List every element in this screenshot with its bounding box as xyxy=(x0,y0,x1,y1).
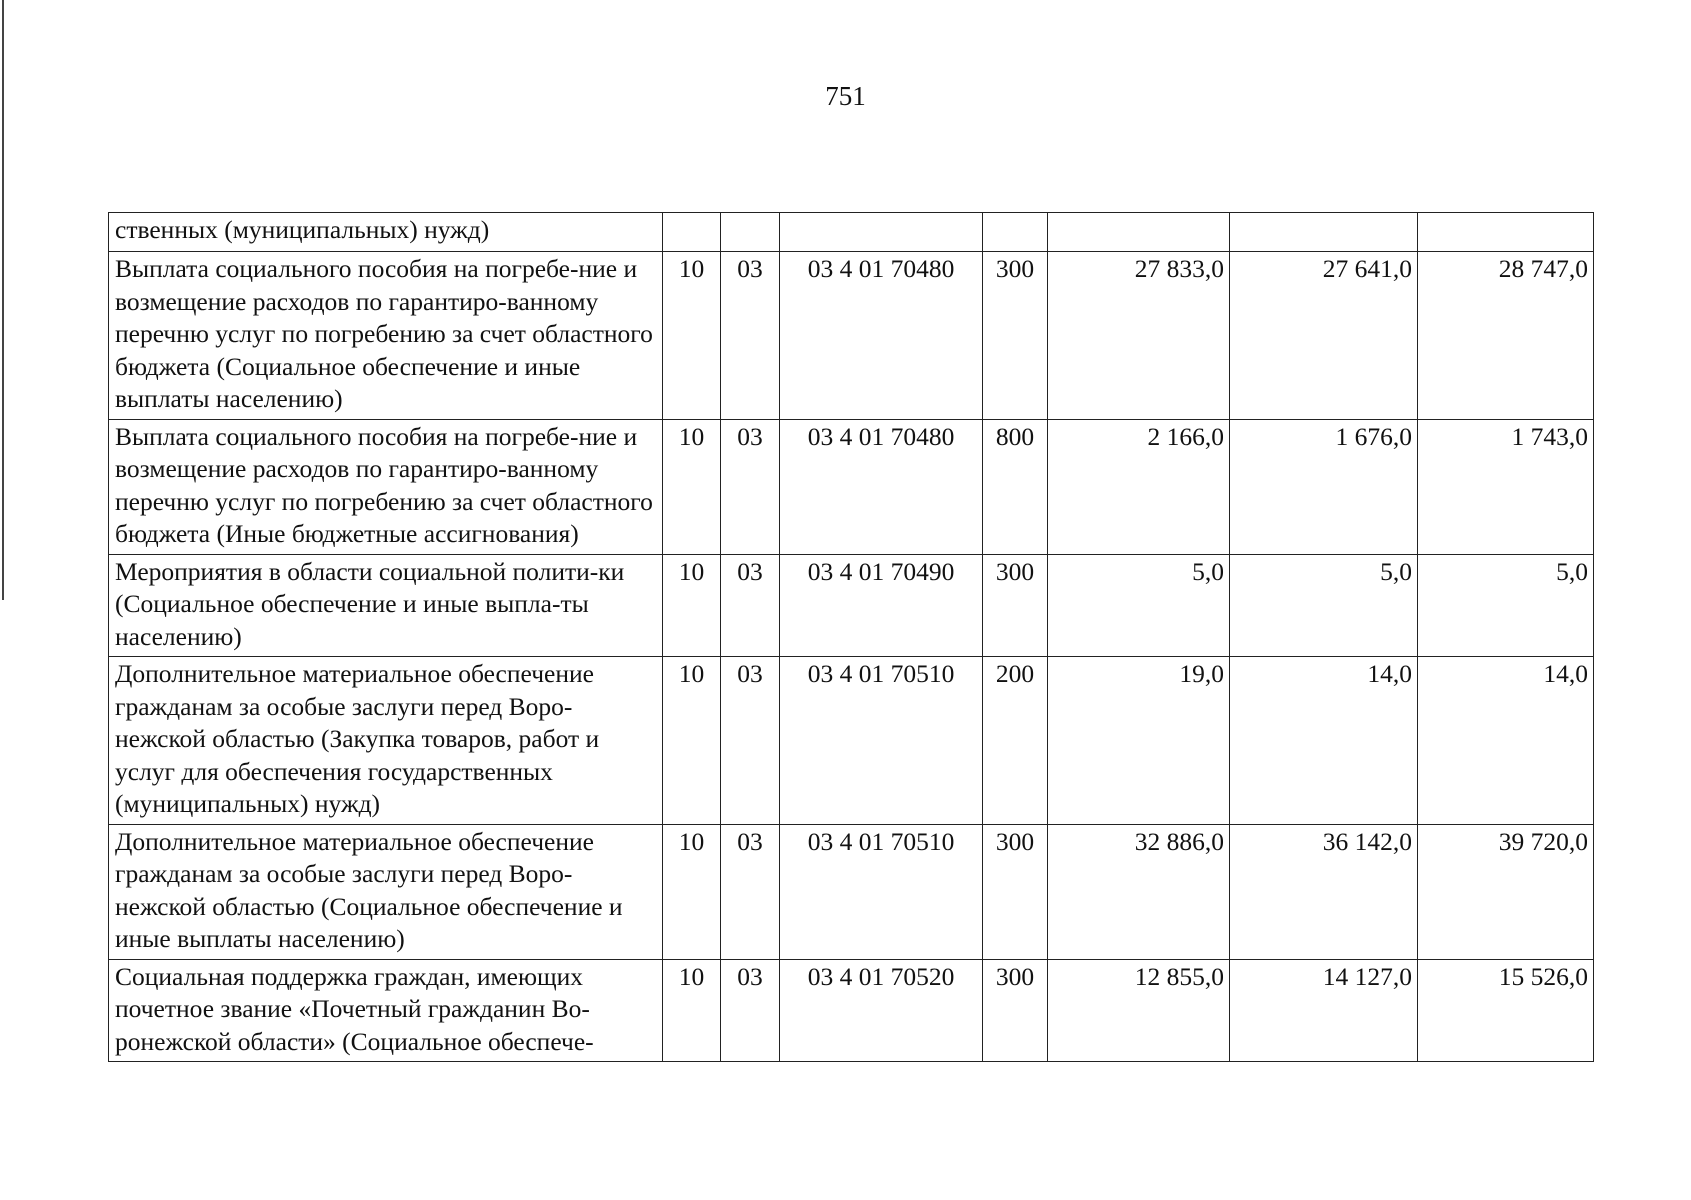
row-value-2: 1 676,0 xyxy=(1230,419,1418,554)
row-name: Выплата социального пособия на погребе-ние и возмещение расходов по гарантиро-ванному перечню услуг по погребению за счет областного бюджета (Иные бюджетные ассигнования) xyxy=(109,419,663,554)
row-value-2: 36 142,0 xyxy=(1230,824,1418,959)
empty-cell xyxy=(663,213,721,252)
empty-cell xyxy=(1230,213,1418,252)
row-value-3: 15 526,0 xyxy=(1418,959,1594,1062)
row-value-1: 2 166,0 xyxy=(1048,419,1230,554)
row-target-article: 03 4 01 70510 xyxy=(780,657,983,825)
row-expense-type: 300 xyxy=(983,554,1048,657)
budget-table xyxy=(108,212,1594,1062)
row-expense-type: 300 xyxy=(983,824,1048,959)
empty-cell xyxy=(1418,213,1594,252)
row-value-3: 14,0 xyxy=(1418,657,1594,825)
row-subsection: 03 xyxy=(721,959,780,1062)
row-value-1: 12 855,0 xyxy=(1048,959,1230,1062)
row-target-article: 03 4 01 70480 xyxy=(780,419,983,554)
row-section: 10 xyxy=(663,554,721,657)
row-expense-type: 300 xyxy=(983,959,1048,1062)
row-value-1: 19,0 xyxy=(1048,657,1230,825)
row-value-3: 5,0 xyxy=(1418,554,1594,657)
empty-cell xyxy=(721,213,780,252)
table-row xyxy=(109,419,1594,554)
table-body xyxy=(109,213,1594,1062)
row-target-article: 03 4 01 70490 xyxy=(780,554,983,657)
table-row xyxy=(109,252,1594,420)
row-section: 10 xyxy=(663,824,721,959)
table-row xyxy=(109,959,1594,1062)
row-name: Дополнительное материальное обеспечение гражданам за особые заслуги перед Воро-нежской областью (Закупка товаров, работ и услуг для обеспечения государственных (муниципальных) нужд) xyxy=(109,657,663,825)
row-value-2: 14,0 xyxy=(1230,657,1418,825)
row-expense-type: 800 xyxy=(983,419,1048,554)
row-section: 10 xyxy=(663,419,721,554)
row-subsection: 03 xyxy=(721,252,780,420)
continuation-cell: ственных (муниципальных) нужд) xyxy=(109,213,663,252)
row-name: Дополнительное материальное обеспечение гражданам за особые заслуги перед Воро-нежской областью (Социальное обеспечение и иные выплаты населению) xyxy=(109,824,663,959)
row-section: 10 xyxy=(663,252,721,420)
row-value-2: 14 127,0 xyxy=(1230,959,1418,1062)
row-value-3: 28 747,0 xyxy=(1418,252,1594,420)
row-name: Мероприятия в области социальной полити-ки (Социальное обеспечение и иные выпла-ты населению) xyxy=(109,554,663,657)
row-subsection: 03 xyxy=(721,824,780,959)
row-value-3: 39 720,0 xyxy=(1418,824,1594,959)
row-value-2: 5,0 xyxy=(1230,554,1418,657)
empty-cell xyxy=(1048,213,1230,252)
table-row xyxy=(109,657,1594,825)
row-target-article: 03 4 01 70480 xyxy=(780,252,983,420)
table-row xyxy=(109,554,1594,657)
empty-cell xyxy=(780,213,983,252)
row-target-article: 03 4 01 70520 xyxy=(780,959,983,1062)
empty-cell xyxy=(983,213,1048,252)
table-row xyxy=(109,824,1594,959)
row-value-2: 27 641,0 xyxy=(1230,252,1418,420)
row-subsection: 03 xyxy=(721,554,780,657)
row-subsection: 03 xyxy=(721,419,780,554)
row-subsection: 03 xyxy=(721,657,780,825)
row-value-3: 1 743,0 xyxy=(1418,419,1594,554)
row-name: Выплата социального пособия на погребе-ние и возмещение расходов по гарантиро-ванному перечню услуг по погребению за счет областного бюджета (Социальное обеспечение и иные выплаты населению) xyxy=(109,252,663,420)
row-value-1: 27 833,0 xyxy=(1048,252,1230,420)
row-value-1: 5,0 xyxy=(1048,554,1230,657)
row-section: 10 xyxy=(663,657,721,825)
continuation-row xyxy=(109,213,1594,252)
row-name: Социальная поддержка граждан, имеющих почетное звание «Почетный гражданин Во-ронежской области» (Социальное обеспече- xyxy=(109,959,663,1062)
row-value-1: 32 886,0 xyxy=(1048,824,1230,959)
row-expense-type: 200 xyxy=(983,657,1048,825)
row-section: 10 xyxy=(663,959,721,1062)
page-number: 751 xyxy=(825,81,866,111)
row-expense-type: 300 xyxy=(983,252,1048,420)
row-target-article: 03 4 01 70510 xyxy=(780,824,983,959)
